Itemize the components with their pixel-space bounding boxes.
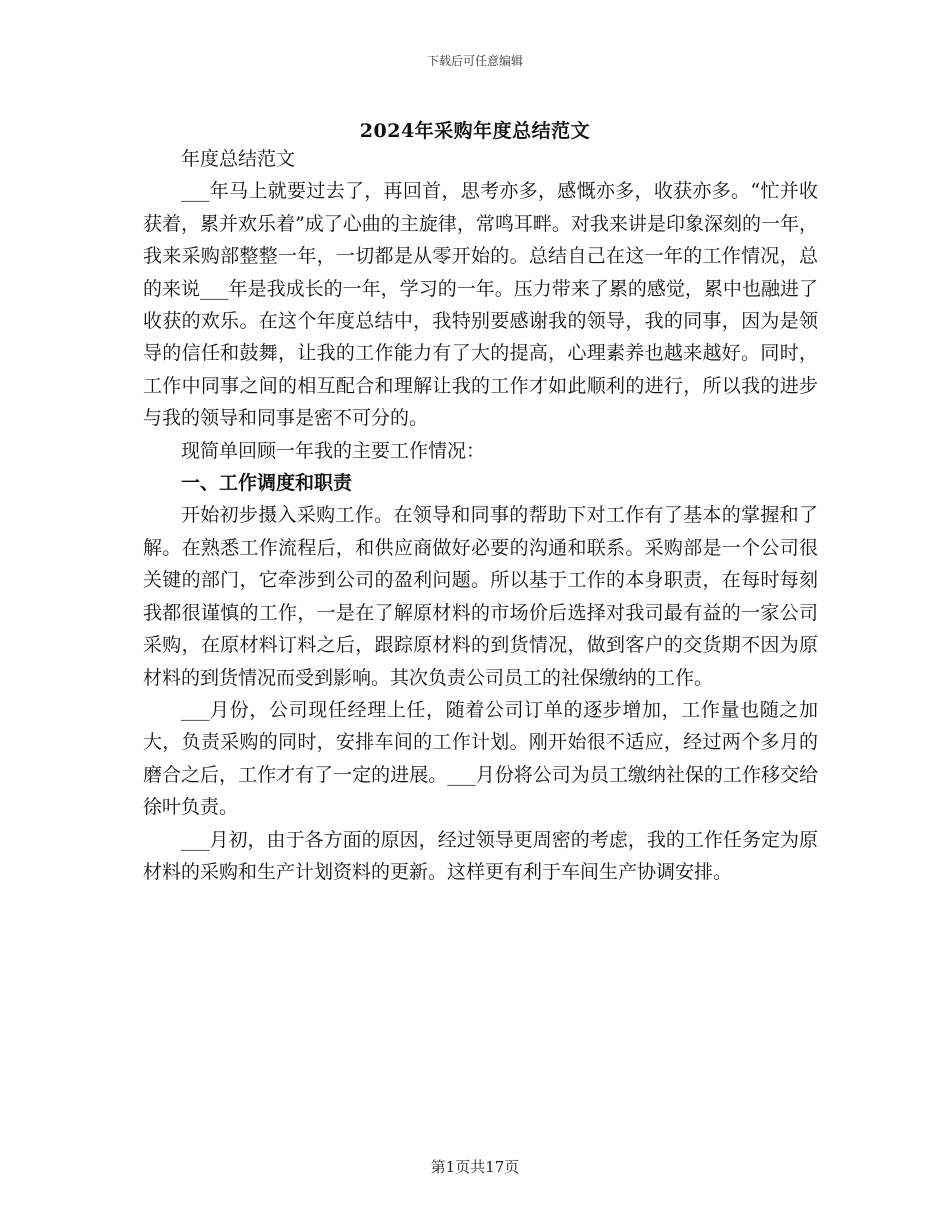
paragraph-month-1: ___月份，公司现任经理上任，随着公司订单的逐步增加，工作量也随之加大，负责采购的同时，安排车间的工作计划。刚开始很不适应，经过两个多月的磨合之后，工作才有了一定的进展。___月份将公司为员工缴纳社保的工作移交给徐叶负责。 [143, 698, 818, 819]
document-title: 2024年采购年度总结范文 [359, 120, 591, 142]
paragraph-month-2: ___月初，由于各方面的原因，经过领导更周密的考虑，我的工作任务定为原材料的采购和生产计划资料的更新。这样更有利于车间生产协调安排。 [143, 828, 818, 883]
header-note: 下载后可任意编辑 [426, 54, 523, 68]
page-footer: 第1页共17页 [430, 1158, 520, 1176]
paragraph-duties: 开始初步摄入采购工作。在领导和同事的帮助下对工作有了基本的掌握和了解。在熟悉工作流程后，和供应商做好必要的沟通和联系。采购部是一个公司很关键的部门，它牵涉到公司的盈利问题。所以基于工作的本身职责，在每时每刻我都很谨慎的工作，一是在了解原材料的市场价后选择对我司最有益的一家公司采购，在原材料订料之后，跟踪原材料的到货情况，做到客户的交货期不因为原材料的到货情况而受到影响。其次负责公司员工的社保缴纳的工作。 [143, 504, 818, 689]
paragraph-intro: ___年马上就要过去了，再回首，思考亦多，感慨亦多，收获亦多。“忙并收获着，累并欢乐着”成了心曲的主旋律，常鸣耳畔。对我来讲是印象深刻的一年，我来采购部整整一年，一切都是从零开始的。总结自己在这一年的工作情况，总的来说___年是我成长的一年，学习的一年。压力带来了累的感觉，累中也融进了收获的欢乐。在这个年度总结中，我特别要感谢我的领导，我的同事，因为是领导的信任和鼓舞，让我的工作能力有了大的提高，心理素养也越来越好。同时，工作中同事之间的相互配合和理解让我的工作才如此顺利的进行，所以我的进步与我的领导和同事是密不可分的。 [143, 180, 818, 430]
paragraph-subtitle: 年度总结范文 [181, 148, 296, 170]
document-body [143, 143, 818, 888]
section-heading: 一、工作调度和职责 [181, 472, 353, 495]
paragraph-review-lead: 现简单回顾一年我的主要工作情况： [181, 439, 486, 462]
